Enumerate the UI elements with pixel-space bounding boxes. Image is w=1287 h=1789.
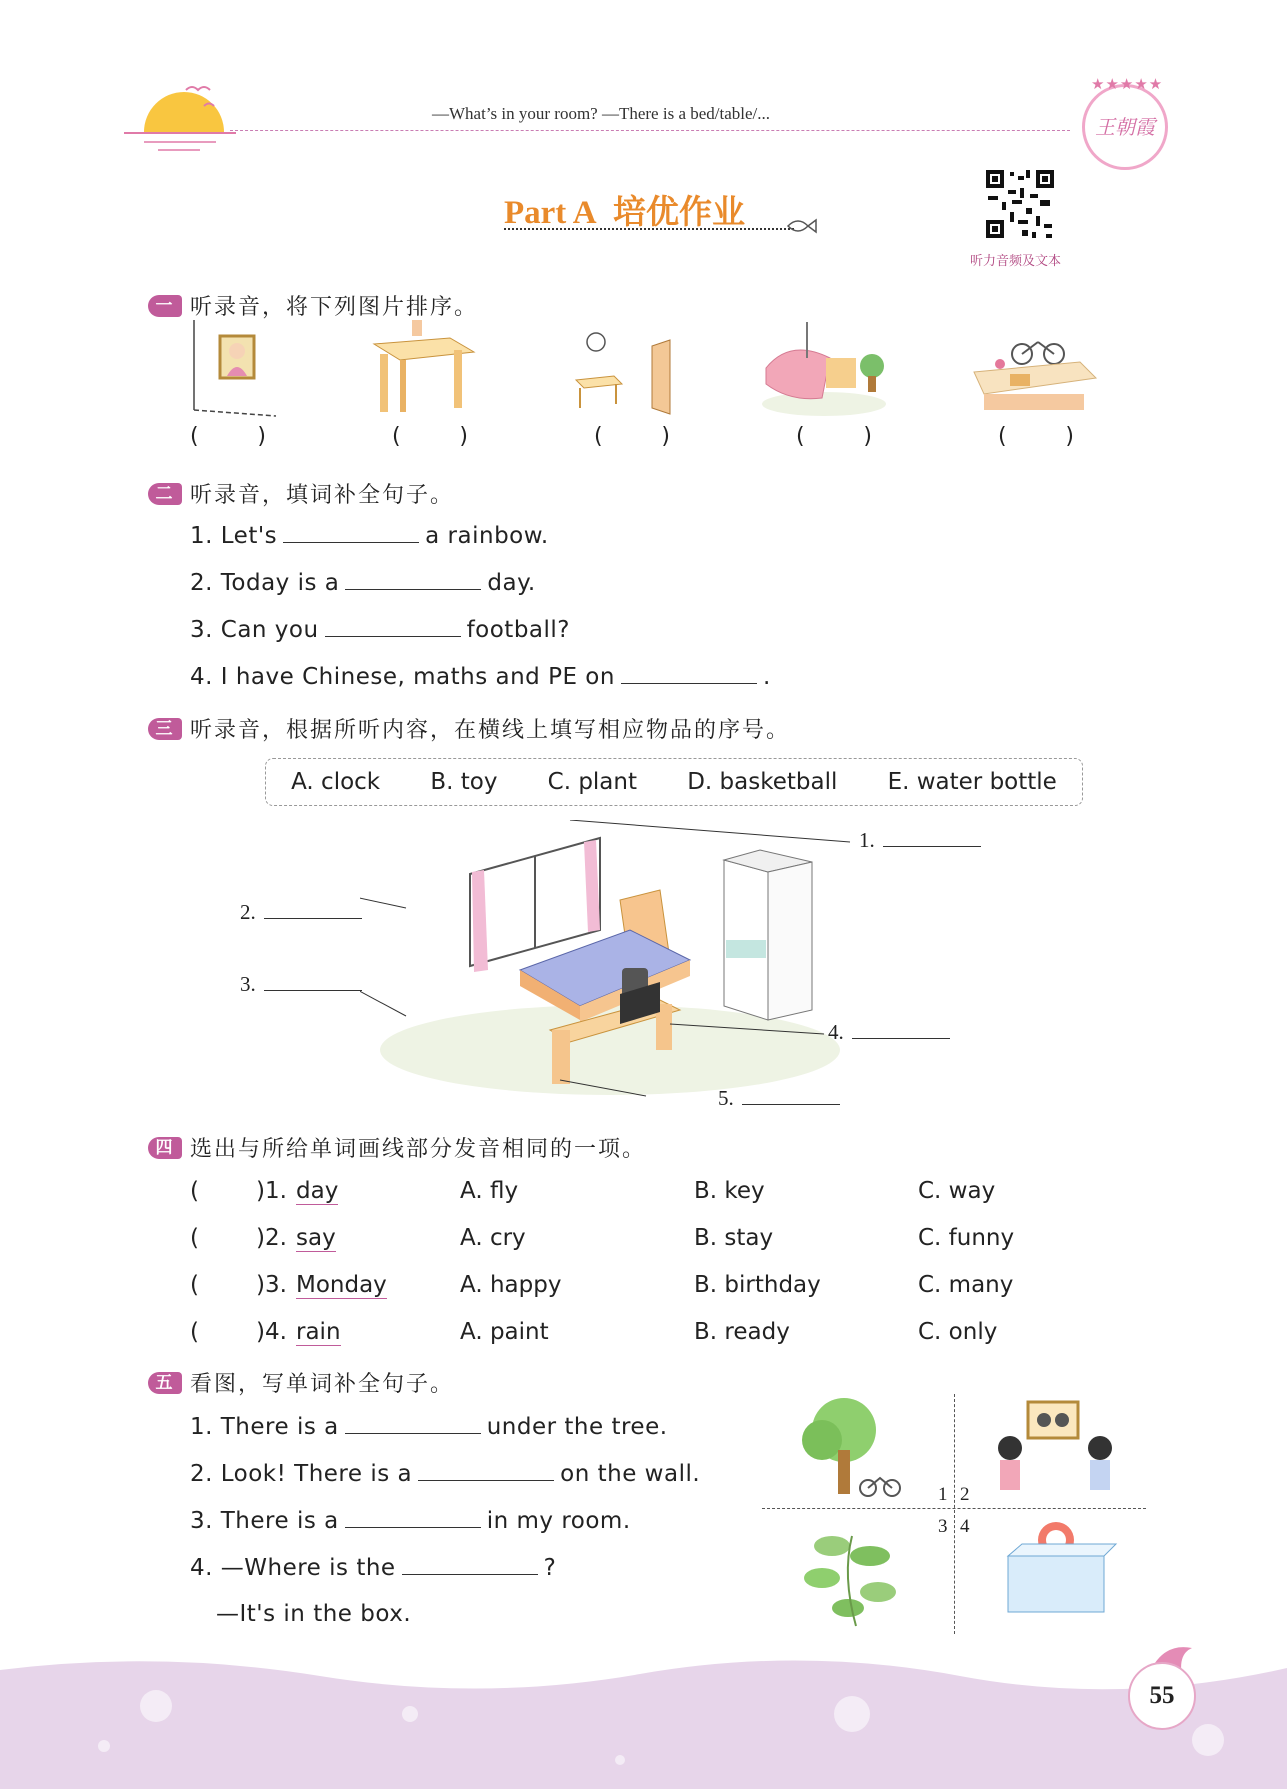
- section-3-text: 听录音，根据所听内容，在横线上填写相应物品的序号。: [190, 718, 791, 743]
- option-a[interactable]: A. cry: [460, 1225, 526, 1251]
- part-title-cn: 培优作业: [612, 195, 745, 231]
- answer-blank[interactable]: [345, 1507, 481, 1528]
- question-word: day: [296, 1178, 339, 1204]
- tree-bike-image: [792, 1394, 912, 1504]
- section-4-title: [148, 1132, 646, 1163]
- answer-blank[interactable]: [418, 1460, 554, 1481]
- option-b[interactable]: B. key: [694, 1178, 765, 1204]
- sec2-item-1: 1. Let's a rainbow.: [190, 523, 549, 549]
- answer-paren-5[interactable]: ( ): [998, 424, 1074, 449]
- answer-blank[interactable]: [742, 1086, 840, 1105]
- section-4-text: 选出与所给单词画线部分发音相同的一项。: [190, 1137, 647, 1162]
- sec5-item-2: 2. Look! There is a on the wall.: [190, 1461, 701, 1487]
- question-word: rain: [296, 1319, 341, 1345]
- section-2-text: 听录音，填词补全句子。: [190, 483, 455, 508]
- question-number: )1.: [256, 1178, 287, 1204]
- answer-paren[interactable]: (: [190, 1225, 199, 1251]
- option-b[interactable]: B. birthday: [694, 1272, 821, 1298]
- option-a: A. clock: [291, 769, 381, 795]
- answer-paren-4[interactable]: ( ): [796, 424, 872, 449]
- photo-on-wall-image: [992, 1394, 1122, 1506]
- answer-paren[interactable]: (: [190, 1178, 199, 1204]
- option-b[interactable]: B. ready: [694, 1319, 790, 1345]
- running-title: —What’s in your room? —There is a bed/table/...: [432, 104, 771, 123]
- grid-number-2: 2: [960, 1484, 970, 1505]
- sec2-item-2: 2. Today is a day.: [190, 570, 536, 596]
- answer-blank[interactable]: [402, 1554, 538, 1575]
- option-c[interactable]: C. only: [918, 1319, 998, 1345]
- answer-blank[interactable]: [345, 569, 481, 590]
- option-e: E. water bottle: [887, 769, 1057, 795]
- bedroom-scene-image: [360, 820, 880, 1100]
- room-with-bike-image: [970, 318, 1100, 418]
- option-c[interactable]: C. funny: [918, 1225, 1015, 1251]
- qr-caption: 听力音频及文本: [970, 254, 1062, 269]
- answer-paren-3[interactable]: ( ): [594, 424, 670, 449]
- picture-grid: [762, 1394, 1146, 1634]
- answer-blank[interactable]: [283, 522, 419, 543]
- scene-label-2: 2.: [240, 900, 362, 925]
- sun-logo-icon: [120, 72, 240, 154]
- section-1-title: [148, 290, 478, 321]
- question-number: )2.: [256, 1225, 287, 1251]
- answer-blank[interactable]: [883, 828, 981, 847]
- option-c[interactable]: C. many: [918, 1272, 1014, 1298]
- scene-label-5: 5.: [718, 1086, 840, 1111]
- option-c[interactable]: C. way: [918, 1178, 996, 1204]
- question-word: Monday: [296, 1272, 387, 1298]
- sec5-item-1: 1. There is a under the tree.: [190, 1414, 668, 1440]
- section-5-badge: 五: [148, 1372, 182, 1394]
- grid-number-4: 4: [960, 1516, 970, 1537]
- grid-horizontal-line: [762, 1508, 1146, 1509]
- header-divider: [230, 130, 1070, 131]
- question-number: )3.: [256, 1272, 287, 1298]
- option-b[interactable]: B. stay: [694, 1225, 774, 1251]
- section-2-badge: 二: [148, 483, 182, 505]
- bedroom-image: [760, 318, 890, 418]
- section-3-title: [148, 713, 790, 744]
- option-c: C. plant: [547, 769, 638, 795]
- answer-blank[interactable]: [621, 663, 757, 684]
- option-d: D. basketball: [687, 769, 838, 795]
- scene-label-3: 3.: [240, 972, 362, 997]
- scene-label-4: 4.: [828, 1020, 950, 1045]
- answer-blank[interactable]: [345, 1413, 481, 1434]
- potted-plant-image: [792, 1516, 912, 1634]
- question-word: say: [296, 1225, 336, 1251]
- option-a[interactable]: A. paint: [460, 1319, 549, 1345]
- sec5-answer-line: —It's in the box.: [216, 1601, 412, 1627]
- answer-blank[interactable]: [264, 900, 362, 919]
- sec2-item-4: 4. I have Chinese, maths and PE on .: [190, 664, 771, 690]
- section-1-badge: 一: [148, 295, 182, 317]
- answer-paren-2[interactable]: ( ): [392, 424, 468, 449]
- section-4-badge: 四: [148, 1137, 182, 1159]
- desk-lamp-image: [370, 318, 480, 418]
- sec2-item-3: 3. Can you football?: [190, 617, 571, 643]
- grid-number-3: 3: [938, 1516, 948, 1537]
- part-title: [504, 186, 745, 233]
- part-title-en: Part A: [504, 195, 595, 231]
- answer-blank[interactable]: [264, 972, 362, 991]
- wall-picture-image: [180, 318, 280, 418]
- section-1-text: 听录音，将下列图片排序。: [190, 295, 479, 320]
- footer-wave: [0, 1650, 1287, 1789]
- scene-label-1: 1.: [859, 828, 981, 853]
- answer-blank[interactable]: [852, 1020, 950, 1039]
- page-number: 55: [1128, 1662, 1196, 1730]
- brand-name: 王朝霞: [1095, 115, 1155, 139]
- option-a[interactable]: A. fly: [460, 1178, 519, 1204]
- sec5-item-3: 3. There is a in my room.: [190, 1508, 631, 1534]
- answer-paren-1[interactable]: ( ): [190, 424, 266, 449]
- option-b: B. toy: [430, 769, 498, 795]
- section-3-badge: 三: [148, 718, 182, 740]
- qr-code-icon[interactable]: [984, 168, 1056, 240]
- section-2-title: [148, 478, 454, 509]
- question-number: )4.: [256, 1319, 287, 1345]
- options-box: [265, 758, 1083, 806]
- part-title-underline: [504, 228, 794, 230]
- answer-paren[interactable]: (: [190, 1319, 199, 1345]
- section-5-title: [148, 1367, 454, 1398]
- header: [0, 0, 1287, 160]
- picture-strip: [180, 318, 1120, 428]
- fish-icon: [786, 216, 820, 236]
- brand-stars: ★★★★★: [1091, 75, 1164, 93]
- option-a[interactable]: A. happy: [460, 1272, 562, 1298]
- grid-vertical-line: [954, 1394, 955, 1634]
- clock-desk-door-image: [570, 318, 680, 418]
- grid-number-1: 1: [938, 1484, 948, 1505]
- clock-in-box-image: [998, 1516, 1118, 1626]
- sec5-item-4: 4. —Where is the ?: [190, 1555, 557, 1581]
- brand-logo: [1082, 75, 1168, 170]
- section-5-text: 看图，写单词补全句子。: [190, 1372, 455, 1397]
- answer-paren[interactable]: (: [190, 1272, 199, 1298]
- answer-blank[interactable]: [325, 616, 461, 637]
